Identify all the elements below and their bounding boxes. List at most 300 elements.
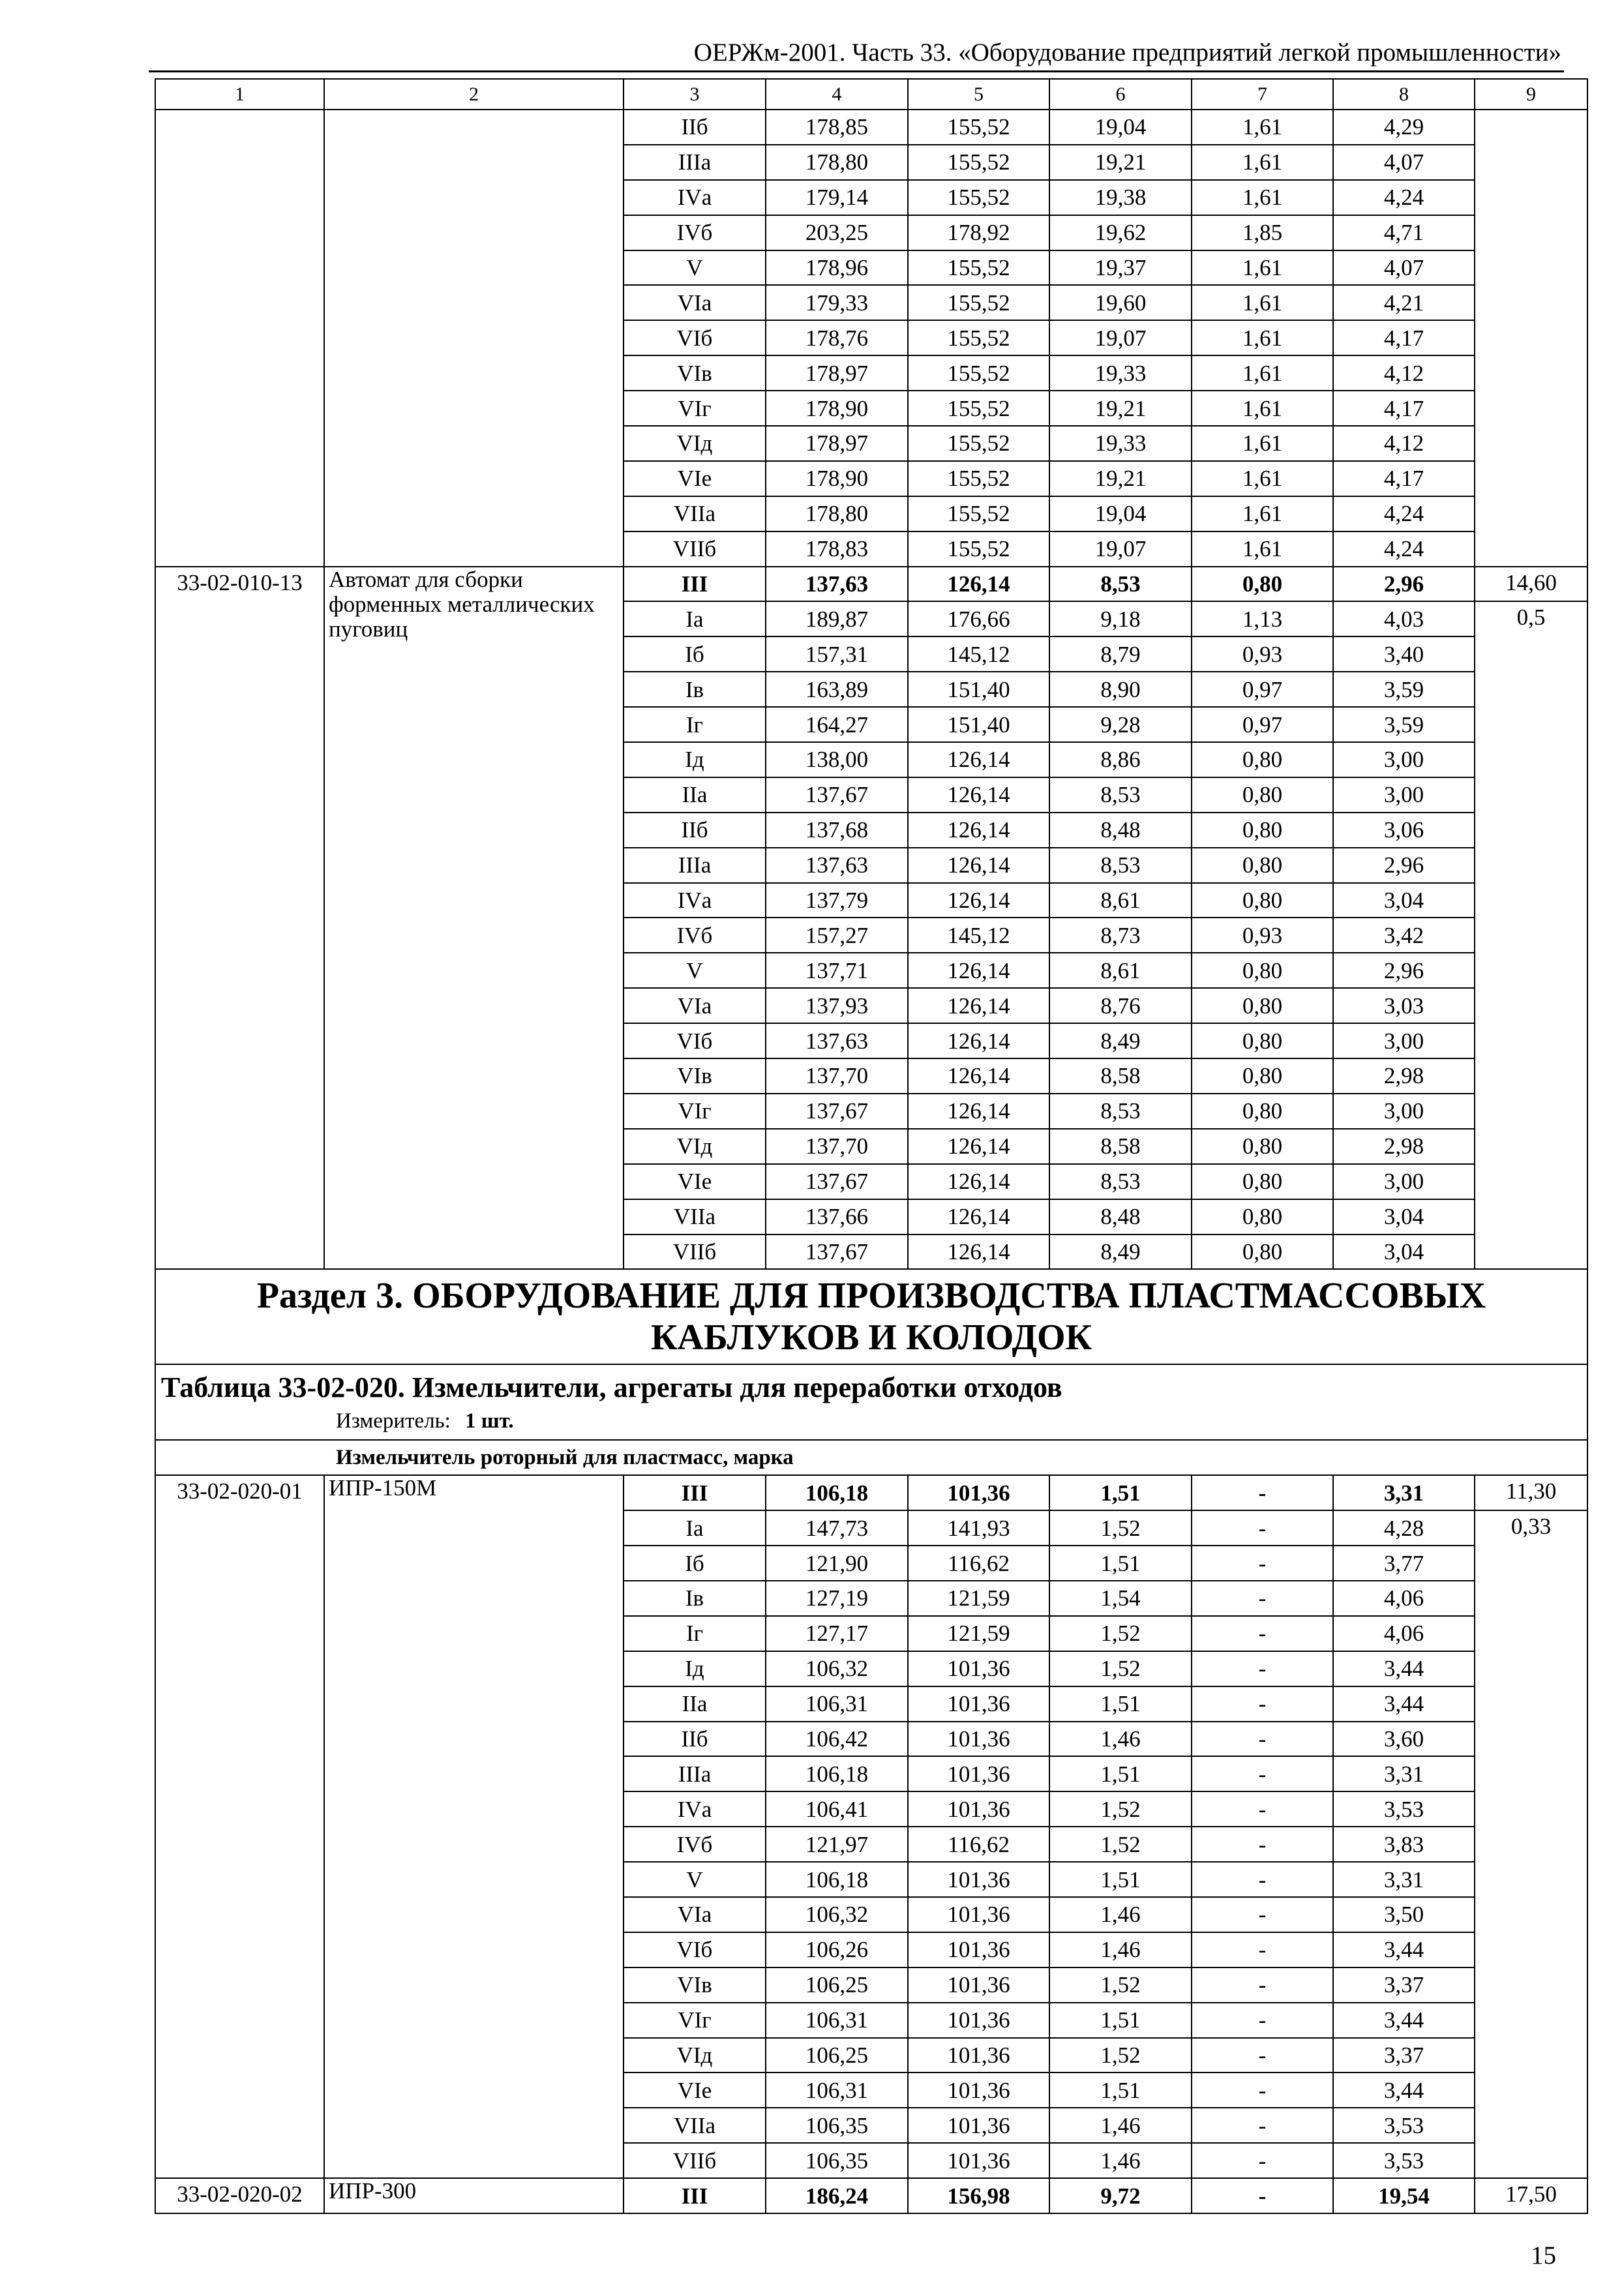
running-header: ОЕРЖм-2001. Часть 33. «Оборудование предприятий легкой промышленности» (693, 38, 1561, 67)
value-cell: 1,61 (1192, 180, 1333, 215)
value-cell: 3,37 (1333, 1967, 1475, 2003)
value-cell: 19,04 (1049, 496, 1192, 531)
value-cell: - (1192, 1475, 1333, 1510)
value-cell: 126,14 (908, 883, 1049, 918)
value-cell: 3,31 (1333, 1475, 1475, 1510)
value-cell: 8,79 (1049, 636, 1192, 672)
value-cell: - (1192, 2108, 1333, 2143)
value-cell: 8,53 (1049, 1164, 1192, 1199)
value-cell: - (1192, 2178, 1333, 2213)
value-cell: 8,53 (1049, 777, 1192, 813)
value-cell: 155,52 (908, 145, 1049, 180)
value-cell: 157,31 (766, 636, 908, 672)
value-cell: - (1192, 1581, 1333, 1616)
value-cell: 3,44 (1333, 2003, 1475, 2038)
zone-cell: VIIб (624, 2143, 766, 2178)
value-cell: - (1192, 1967, 1333, 2003)
value-cell: 126,14 (908, 988, 1049, 1023)
value-cell: 106,26 (766, 1932, 908, 1967)
value-cell: 106,41 (766, 1791, 908, 1827)
zone-cell: VIб (624, 1023, 766, 1058)
value-cell: 4,24 (1333, 531, 1475, 567)
value-cell: 101,36 (908, 1791, 1049, 1827)
value-cell: 19,21 (1049, 461, 1192, 496)
value-cell: 3,59 (1333, 707, 1475, 742)
value-cell: 1,61 (1192, 110, 1333, 145)
code-cell (155, 110, 324, 567)
value-cell: 3,04 (1333, 883, 1475, 918)
value-cell: 0,80 (1192, 883, 1333, 918)
table-row (155, 110, 1587, 145)
value-cell: 101,36 (908, 1686, 1049, 1722)
value-cell: 0,80 (1192, 1023, 1333, 1058)
zone-cell: IIIа (624, 145, 766, 180)
value-cell: 106,35 (766, 2143, 908, 2178)
zone-cell: VIIа (624, 2108, 766, 2143)
value-cell: 8,58 (1049, 1058, 1192, 1094)
zone-cell: IIа (624, 1686, 766, 1722)
value-cell: 3,40 (1333, 636, 1475, 672)
measure-line (161, 1407, 1582, 1435)
zone-cell: VIв (624, 1058, 766, 1094)
value-cell: 106,31 (766, 2003, 908, 2038)
name-cell: Автомат для сборки форменных металлических пуговиц (324, 567, 624, 1270)
code-cell: 33-02-010-13 (155, 567, 324, 1270)
value-cell: 4,17 (1333, 461, 1475, 496)
zone-cell: VIб (624, 1932, 766, 1967)
value-cell: 3,77 (1333, 1546, 1475, 1581)
zone-cell: VIг (624, 1094, 766, 1129)
value-cell: 116,62 (908, 1546, 1049, 1581)
value-cell: 127,17 (766, 1616, 908, 1651)
measure-value: 1 шт. (465, 1409, 514, 1433)
col9-cell: 17,50 (1475, 2178, 1587, 2213)
value-cell: 176,66 (908, 601, 1049, 636)
value-cell: 156,98 (908, 2178, 1049, 2213)
value-cell: 3,53 (1333, 2108, 1475, 2143)
value-cell: 106,42 (766, 1722, 908, 1757)
value-cell: 1,51 (1049, 1756, 1192, 1791)
value-cell: 0,80 (1192, 1094, 1333, 1129)
zone-cell: VIе (624, 2072, 766, 2108)
zone-cell: VIв (624, 355, 766, 391)
value-cell: 137,67 (766, 1234, 908, 1270)
value-cell: 126,14 (908, 1094, 1049, 1129)
value-cell: 178,90 (766, 461, 908, 496)
value-cell: 179,14 (766, 180, 908, 215)
name-cell: ИПР-300 (324, 2178, 624, 2213)
value-cell: 4,29 (1333, 110, 1475, 145)
value-cell: 0,80 (1192, 567, 1333, 602)
column-number-row (155, 79, 1587, 110)
value-cell: 101,36 (908, 1722, 1049, 1757)
zone-cell: IIб (624, 1722, 766, 1757)
value-cell: 8,58 (1049, 1129, 1192, 1164)
zone-cell: IIIа (624, 848, 766, 883)
zone-cell: Iа (624, 1510, 766, 1546)
value-cell: 137,79 (766, 883, 908, 918)
value-cell: 155,52 (908, 180, 1049, 215)
value-cell: 137,63 (766, 848, 908, 883)
value-cell: 0,80 (1192, 1234, 1333, 1270)
value-cell: 3,44 (1333, 1686, 1475, 1722)
value-cell: 106,25 (766, 2038, 908, 2073)
value-cell: 101,36 (908, 1862, 1049, 1897)
zone-cell: VIа (624, 1897, 766, 1932)
value-cell: 3,37 (1333, 2038, 1475, 2073)
value-cell: 4,06 (1333, 1581, 1475, 1616)
value-cell: 106,31 (766, 1686, 908, 1722)
value-cell: 19,54 (1333, 2178, 1475, 2213)
value-cell: - (1192, 1897, 1333, 1932)
zone-cell: VIа (624, 285, 766, 320)
column-number: 1 (155, 79, 324, 110)
value-cell: 1,85 (1192, 215, 1333, 250)
zone-cell: VIIа (624, 1199, 766, 1234)
value-cell: 0,80 (1192, 1199, 1333, 1234)
value-cell: 1,61 (1192, 496, 1333, 531)
value-cell: 1,61 (1192, 250, 1333, 286)
value-cell: 8,49 (1049, 1023, 1192, 1058)
value-cell: 101,36 (908, 2143, 1049, 2178)
value-cell: 1,46 (1049, 1722, 1192, 1757)
value-cell: 1,51 (1049, 1686, 1192, 1722)
column-number: 6 (1049, 79, 1192, 110)
zone-cell: VIг (624, 391, 766, 426)
value-cell: 3,59 (1333, 672, 1475, 707)
value-cell: 126,14 (908, 953, 1049, 988)
name-cell: ИПР-150М (324, 1475, 624, 2178)
value-cell: 126,14 (908, 1129, 1049, 1164)
value-cell: - (1192, 1862, 1333, 1897)
value-cell: 126,14 (908, 1058, 1049, 1094)
value-cell: 137,67 (766, 1094, 908, 1129)
value-cell: 3,00 (1333, 1023, 1475, 1058)
value-cell: 1,46 (1049, 1932, 1192, 1967)
value-cell: - (1192, 1510, 1333, 1546)
value-cell: 8,86 (1049, 742, 1192, 777)
value-cell: - (1192, 1686, 1333, 1722)
zone-cell: V (624, 953, 766, 988)
value-cell: 1,54 (1049, 1581, 1192, 1616)
value-cell: 4,24 (1333, 180, 1475, 215)
zone-cell: VIе (624, 1164, 766, 1199)
value-cell: 106,32 (766, 1897, 908, 1932)
value-cell: 8,76 (1049, 988, 1192, 1023)
zone-cell: VIб (624, 320, 766, 355)
value-cell: 0,97 (1192, 707, 1333, 742)
value-cell: 101,36 (908, 1967, 1049, 2003)
column-number: 2 (324, 79, 624, 110)
value-cell: 137,71 (766, 953, 908, 988)
value-cell: 101,36 (908, 2038, 1049, 2073)
zone-cell: VIд (624, 2038, 766, 2073)
value-cell: - (1192, 1932, 1333, 1967)
value-cell: 178,85 (766, 110, 908, 145)
value-cell: 3,42 (1333, 918, 1475, 953)
value-cell: 101,36 (908, 2003, 1049, 2038)
value-cell: 1,61 (1192, 531, 1333, 567)
value-cell: 121,59 (908, 1616, 1049, 1651)
value-cell: 116,62 (908, 1827, 1049, 1862)
value-cell: 3,31 (1333, 1756, 1475, 1791)
zone-cell: VIа (624, 988, 766, 1023)
value-cell: 155,52 (908, 250, 1049, 286)
value-cell: 101,36 (908, 1475, 1049, 1510)
value-cell: 1,51 (1049, 1862, 1192, 1897)
value-cell: 4,06 (1333, 1616, 1475, 1651)
value-cell: 2,98 (1333, 1129, 1475, 1164)
value-cell: 0,80 (1192, 1058, 1333, 1094)
zone-cell: IVа (624, 883, 766, 918)
value-cell: 137,63 (766, 567, 908, 602)
value-cell: 8,61 (1049, 953, 1192, 988)
zone-cell: V (624, 1862, 766, 1897)
value-cell: 4,12 (1333, 426, 1475, 461)
value-cell: 1,46 (1049, 2143, 1192, 2178)
value-cell: 2,96 (1333, 953, 1475, 988)
value-cell: 0,80 (1192, 988, 1333, 1023)
value-cell: 3,00 (1333, 1094, 1475, 1129)
zone-cell: VIд (624, 426, 766, 461)
value-cell: 186,24 (766, 2178, 908, 2213)
caption-row (155, 1364, 1587, 1440)
value-cell: - (1192, 1546, 1333, 1581)
value-cell: - (1192, 1651, 1333, 1686)
value-cell: 106,18 (766, 1756, 908, 1791)
value-cell: - (1192, 1722, 1333, 1757)
zone-cell: Iб (624, 636, 766, 672)
subgroup-title: Измельчитель роторный для пластмасс, марка (155, 1440, 1587, 1475)
value-cell: 178,80 (766, 496, 908, 531)
value-cell: 155,52 (908, 426, 1049, 461)
value-cell: 138,00 (766, 742, 908, 777)
zone-cell: IVа (624, 1791, 766, 1827)
zone-cell: Iа (624, 601, 766, 636)
value-cell: 126,14 (908, 777, 1049, 813)
value-cell: 163,89 (766, 672, 908, 707)
section-row (155, 1269, 1587, 1364)
value-cell: 4,17 (1333, 320, 1475, 355)
value-cell: 145,12 (908, 636, 1049, 672)
value-cell: 1,61 (1192, 391, 1333, 426)
value-cell: 0,80 (1192, 1164, 1333, 1199)
value-cell: 178,92 (908, 215, 1049, 250)
value-cell: 178,97 (766, 426, 908, 461)
col9-cell: 11,30 (1475, 1475, 1587, 1510)
value-cell: 126,14 (908, 813, 1049, 848)
zone-cell: IVб (624, 215, 766, 250)
value-cell: 19,33 (1049, 426, 1192, 461)
value-cell: 1,61 (1192, 320, 1333, 355)
value-cell: - (1192, 2143, 1333, 2178)
value-cell: 155,52 (908, 110, 1049, 145)
col9-cell: 0,33 (1475, 1510, 1587, 2178)
zone-cell: Iв (624, 672, 766, 707)
value-cell: 155,52 (908, 531, 1049, 567)
header-rule (149, 70, 1564, 72)
value-cell: 178,83 (766, 531, 908, 567)
value-cell: 3,44 (1333, 2072, 1475, 2108)
zone-cell: VIIа (624, 496, 766, 531)
value-cell: - (1192, 2072, 1333, 2108)
value-cell: 106,18 (766, 1862, 908, 1897)
zone-cell: III (624, 2178, 766, 2213)
value-cell: 4,24 (1333, 496, 1475, 531)
value-cell: 8,61 (1049, 883, 1192, 918)
value-cell: 1,52 (1049, 1510, 1192, 1546)
value-cell: 151,40 (908, 672, 1049, 707)
value-cell: 1,51 (1049, 2003, 1192, 2038)
value-cell: 3,53 (1333, 1791, 1475, 1827)
zone-cell: VIе (624, 461, 766, 496)
value-cell: 178,90 (766, 391, 908, 426)
col9-cell (1475, 110, 1587, 567)
value-cell: 137,70 (766, 1129, 908, 1164)
value-cell: 9,28 (1049, 707, 1192, 742)
value-cell: 8,53 (1049, 848, 1192, 883)
value-cell: 178,96 (766, 250, 908, 286)
code-cell: 33-02-020-02 (155, 2178, 324, 2213)
zone-cell: IVа (624, 180, 766, 215)
value-cell: 106,25 (766, 1967, 908, 2003)
value-cell: 8,73 (1049, 918, 1192, 953)
value-cell: 178,97 (766, 355, 908, 391)
value-cell: 4,03 (1333, 601, 1475, 636)
value-cell: 19,04 (1049, 110, 1192, 145)
value-cell: 19,38 (1049, 180, 1192, 215)
value-cell: 19,37 (1049, 250, 1192, 286)
value-cell: - (1192, 2003, 1333, 2038)
zone-cell: III (624, 567, 766, 602)
value-cell: 4,17 (1333, 391, 1475, 426)
value-cell: - (1192, 1827, 1333, 1862)
zone-cell: VIг (624, 2003, 766, 2038)
value-cell: 106,18 (766, 1475, 908, 1510)
zone-cell: Iв (624, 1581, 766, 1616)
value-cell: 1,46 (1049, 2108, 1192, 2143)
value-cell: 126,14 (908, 742, 1049, 777)
value-cell: 8,90 (1049, 672, 1192, 707)
value-cell: 155,52 (908, 496, 1049, 531)
zone-cell: III (624, 1475, 766, 1510)
zone-cell: IIIа (624, 1756, 766, 1791)
value-cell: 178,76 (766, 320, 908, 355)
section-title: Раздел 3. ОБОРУДОВАНИЕ ДЛЯ ПРОИЗВОДСТВА ПЛАСТМАССОВЫХ КАБЛУКОВ И КОЛОДОК (155, 1269, 1587, 1364)
zone-cell: IIб (624, 110, 766, 145)
value-cell: 2,98 (1333, 1058, 1475, 1094)
value-cell: 1,52 (1049, 1651, 1192, 1686)
value-cell: 9,72 (1049, 2178, 1192, 2213)
value-cell: 3,31 (1333, 1862, 1475, 1897)
value-cell: 8,53 (1049, 1094, 1192, 1129)
value-cell: 0,93 (1192, 636, 1333, 672)
value-cell: 155,52 (908, 461, 1049, 496)
value-cell: 19,07 (1049, 320, 1192, 355)
value-cell: 137,93 (766, 988, 908, 1023)
column-number: 4 (766, 79, 908, 110)
value-cell: 101,36 (908, 1897, 1049, 1932)
value-cell: 1,13 (1192, 601, 1333, 636)
value-cell: 137,68 (766, 813, 908, 848)
table-row (155, 567, 1587, 602)
value-cell: - (1192, 1756, 1333, 1791)
value-cell: 1,51 (1049, 1475, 1192, 1510)
value-cell: 1,52 (1049, 1967, 1192, 2003)
value-cell: 126,14 (908, 1023, 1049, 1058)
column-number: 7 (1192, 79, 1333, 110)
value-cell: 4,07 (1333, 145, 1475, 180)
zone-cell: VIIб (624, 1234, 766, 1270)
value-cell: 0,80 (1192, 953, 1333, 988)
col9-cell: 14,60 (1475, 567, 1587, 602)
value-cell: 106,35 (766, 2108, 908, 2143)
value-cell: 4,71 (1333, 215, 1475, 250)
value-cell: 121,90 (766, 1546, 908, 1581)
zone-cell: Iг (624, 707, 766, 742)
value-cell: 3,44 (1333, 1932, 1475, 1967)
value-cell: 9,18 (1049, 601, 1192, 636)
value-cell: 1,52 (1049, 1616, 1192, 1651)
value-cell: 19,21 (1049, 391, 1192, 426)
value-cell: 151,40 (908, 707, 1049, 742)
zone-cell: Iд (624, 742, 766, 777)
table-caption (155, 1364, 1587, 1440)
code-cell: 33-02-020-01 (155, 1475, 324, 2178)
value-cell: 3,44 (1333, 1651, 1475, 1686)
value-cell: 1,52 (1049, 1827, 1192, 1862)
page-number: 15 (1531, 2241, 1556, 2269)
value-cell: 3,03 (1333, 988, 1475, 1023)
zone-cell: IVб (624, 1827, 766, 1862)
value-cell: 2,96 (1333, 848, 1475, 883)
value-cell: 147,73 (766, 1510, 908, 1546)
value-cell: 155,52 (908, 391, 1049, 426)
value-cell: 0,80 (1192, 813, 1333, 848)
value-cell: 101,36 (908, 2072, 1049, 2108)
value-cell: 101,36 (908, 1651, 1049, 1686)
value-cell: 19,62 (1049, 215, 1192, 250)
zone-cell: IIа (624, 777, 766, 813)
value-cell: 2,96 (1333, 567, 1475, 602)
value-cell: 126,14 (908, 1234, 1049, 1270)
value-cell: 1,51 (1049, 2072, 1192, 2108)
value-cell: 179,33 (766, 285, 908, 320)
value-cell: 1,52 (1049, 1791, 1192, 1827)
value-cell: 3,00 (1333, 742, 1475, 777)
value-cell: 1,51 (1049, 1546, 1192, 1581)
value-cell: 3,53 (1333, 2143, 1475, 2178)
value-cell: 0,93 (1192, 918, 1333, 953)
value-cell: 189,87 (766, 601, 908, 636)
value-cell: - (1192, 2038, 1333, 2073)
zone-cell: VIд (624, 1129, 766, 1164)
column-number: 3 (624, 79, 766, 110)
column-number: 5 (908, 79, 1049, 110)
value-cell: 4,07 (1333, 250, 1475, 286)
value-cell: 155,52 (908, 320, 1049, 355)
value-cell: 137,67 (766, 777, 908, 813)
value-cell: 3,04 (1333, 1199, 1475, 1234)
value-cell: - (1192, 1791, 1333, 1827)
value-cell: 137,63 (766, 1023, 908, 1058)
value-cell: 1,52 (1049, 2038, 1192, 2073)
value-cell: 3,06 (1333, 813, 1475, 848)
zone-cell: V (624, 250, 766, 286)
value-cell: 137,66 (766, 1199, 908, 1234)
value-cell: 0,80 (1192, 742, 1333, 777)
value-cell: 106,31 (766, 2072, 908, 2108)
